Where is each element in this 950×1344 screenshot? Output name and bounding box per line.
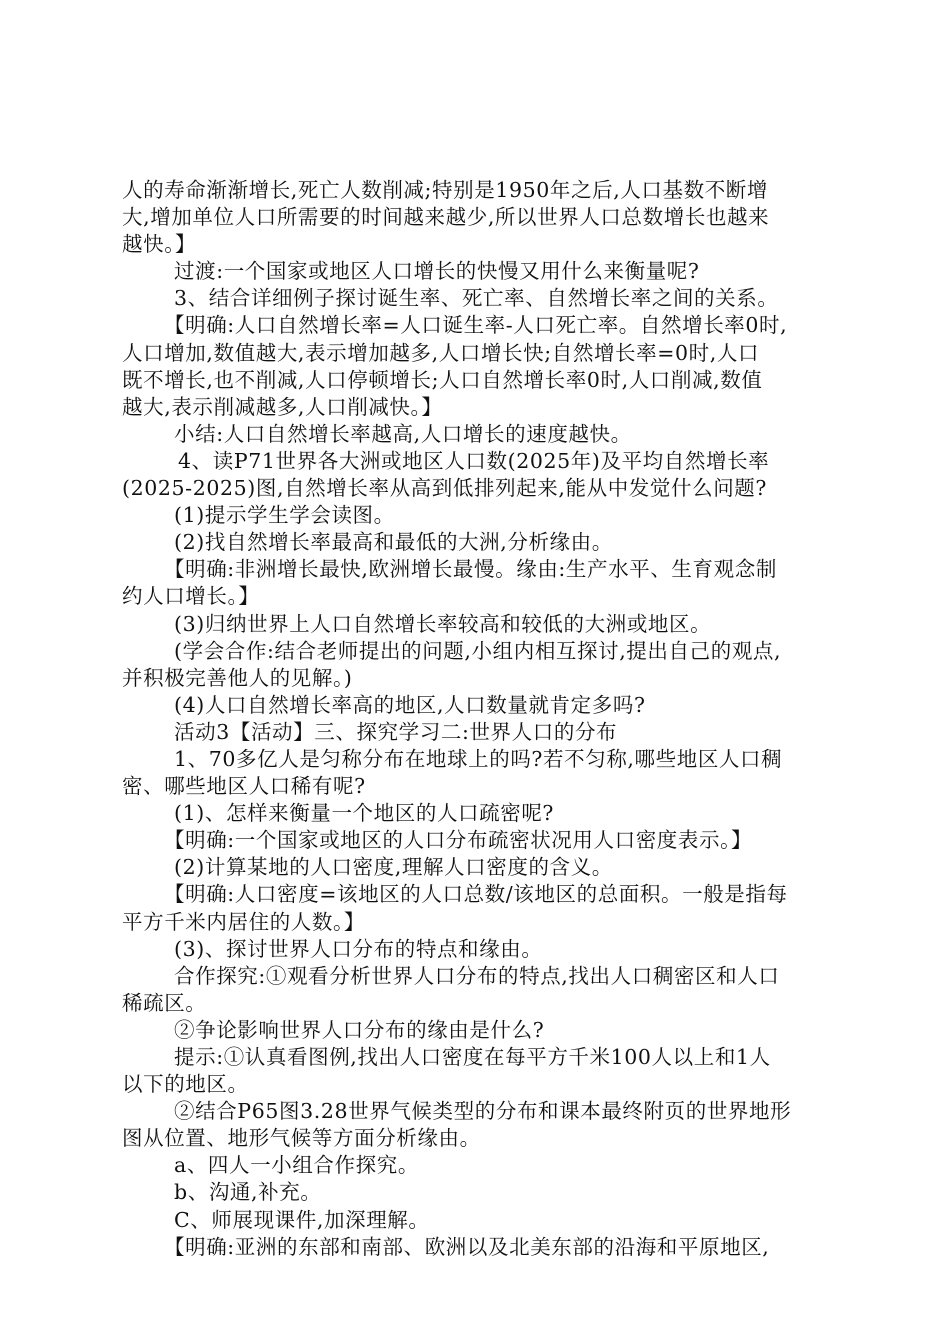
text-line: 既不增长,也不削减,人口停顿增长;人口自然增长率0时,人口削减,数值 bbox=[122, 367, 763, 392]
text-line: 3、结合详细例子探讨诞生率、死亡率、自然增长率之间的关系。 bbox=[174, 286, 779, 311]
text-line: 提示:①认真看图例,找出人口密度在每平方千米100人以上和1人 bbox=[174, 1045, 771, 1069]
text-line: (2025-2025)图,自然增长率从高到低排列起来,能从中发觉什么问题? bbox=[122, 476, 767, 501]
text-line: 人口增加,数值越大,表示增加越多,人口增长快;自然增长率=0时,人口 bbox=[122, 340, 760, 365]
text-line: 【明确:亚洲的东部和南部、欧洲以及北美东部的沿海和平原地区, bbox=[164, 1234, 770, 1259]
text-line: 过渡:一个国家或地区人口增长的快慢又用什么来衡量呢? bbox=[174, 259, 700, 284]
text-line: ②争论影响世界人口分布的缘由是什么? bbox=[174, 1017, 545, 1042]
text-line: C、师展现课件,加深理解。 bbox=[174, 1207, 430, 1232]
text-line: (3)、探讨世界人口分布的特点和缘由。 bbox=[174, 936, 543, 961]
text-line: 活动3【活动】三、探究学习二:世界人口的分布 bbox=[174, 719, 618, 744]
text-line: (2)找自然增长率最高和最低的大洲,分析缘由。 bbox=[174, 530, 613, 555]
text-line: 平方千米内居住的人数。】 bbox=[122, 909, 365, 934]
text-line: 【明确:非洲增长最快,欧洲增长最慢。缘由:生产水平、生育观念制 bbox=[164, 557, 777, 582]
text-line: 大,增加单位人口所需要的时间越来越少,所以世界人口总数增长也越来 bbox=[122, 205, 770, 230]
text-line: (学会合作:结合老师提出的问题,小组内相互探讨,提出自己的观点, bbox=[174, 638, 782, 663]
text-line: b、沟通,补充。 bbox=[174, 1180, 322, 1205]
text-line: (1)、怎样来衡量一个地区的人口疏密呢? bbox=[174, 801, 555, 826]
text-line: 约人口增长。】 bbox=[122, 584, 260, 609]
text-line: 1、70多亿人是匀称分布在地球上的吗?若不匀称,哪些地区人口稠 bbox=[174, 746, 783, 771]
text-line: 小结:人口自然增长率越高,人口增长的速度越快。 bbox=[174, 421, 632, 446]
text-line: 密、哪些地区人口稀有呢? bbox=[122, 774, 366, 799]
text-line: (3)归纳世界上人口自然增长率较高和较低的大洲或地区。 bbox=[174, 611, 712, 636]
text-line: 【明确:一个国家或地区的人口分布疏密状况用人口密度表示。】 bbox=[164, 828, 753, 853]
text-line: (1)提示学生学会读图。 bbox=[174, 503, 395, 528]
text-line: 越大,表示削减越多,人口削减快。】 bbox=[122, 394, 443, 419]
text-line: 【明确:人口自然增长率=人口诞生率-人口死亡率。自然增长率0时, bbox=[164, 313, 788, 338]
text-line: (4)人口自然增长率高的地区,人口数量就肯定多吗? bbox=[174, 692, 646, 717]
text-line: (2)计算某地的人口密度,理解人口密度的含义。 bbox=[174, 855, 613, 880]
text-line: ②结合P65图3.28世界气候类型的分布和课本最终附页的世界地形 bbox=[174, 1099, 792, 1124]
text-line: 【明确:人口密度=该地区的人口总数/该地区的总面积。一般是指每 bbox=[164, 882, 788, 907]
text-line: 图从位置、地形气候等方面分析缘由。 bbox=[122, 1126, 481, 1151]
text-line: 以下的地区。 bbox=[122, 1072, 249, 1097]
text-line: 4、读P71世界各大洲或地区人口数(2025年)及平均自然增长率 bbox=[178, 448, 770, 473]
text-line: 并积极完善他人的见解。) bbox=[122, 665, 353, 690]
text-line: 合作探究:①观看分析世界人口分布的特点,找出人口稠密区和人口 bbox=[174, 963, 780, 988]
text-line: 稀疏区。 bbox=[122, 990, 207, 1015]
document-body bbox=[122, 177, 837, 1261]
text-line: 人的寿命渐渐增长,死亡人数削减;特别是1950年之后,人口基数不断增 bbox=[122, 178, 769, 202]
text-line: 越快。】 bbox=[122, 232, 197, 257]
text-line: a、四人一小组合作探究。 bbox=[174, 1153, 419, 1178]
